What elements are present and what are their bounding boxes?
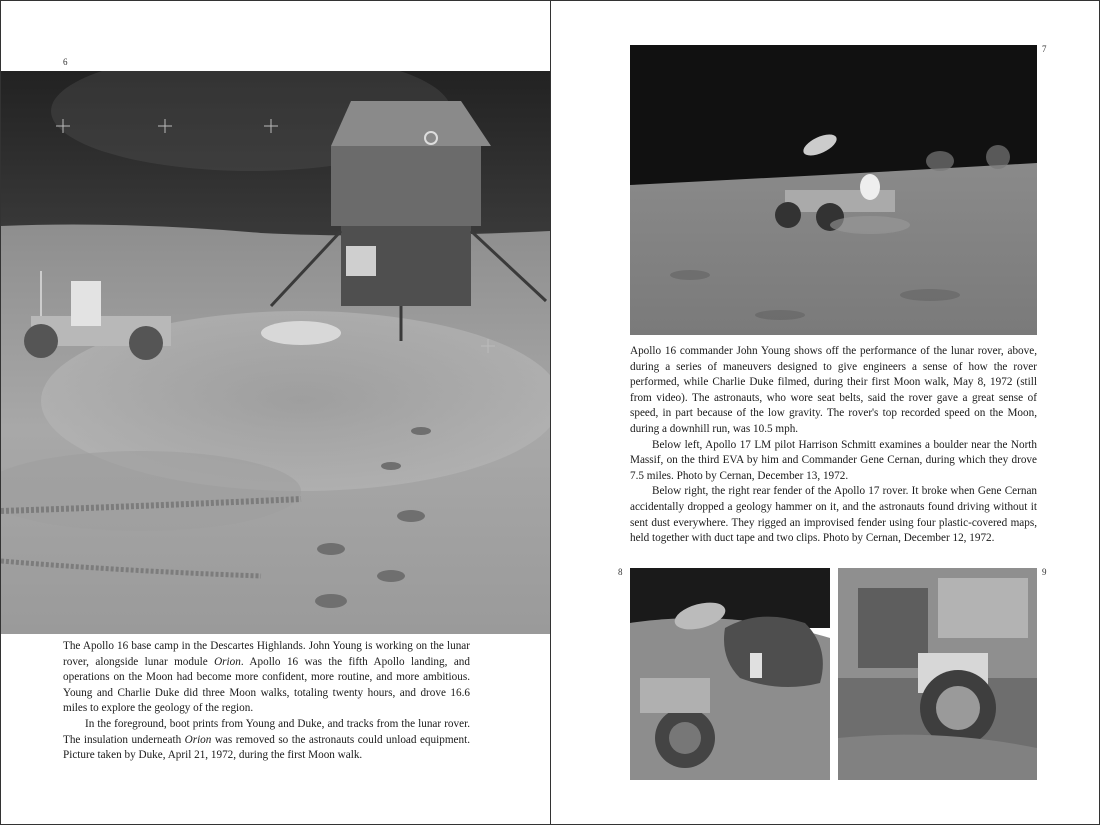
page-number-6: 6 — [63, 57, 68, 67]
photo-apollo16-base-camp — [1, 71, 550, 634]
caption-left-page — [63, 639, 470, 764]
caption-right-page — [630, 344, 1037, 547]
photo-schmitt-boulder — [630, 568, 830, 780]
caption-text: In the foreground, boot prints from Young and Duke, and tracks from the lunar rover. The insulation underneath — [63, 717, 470, 746]
caption-paragraph: Apollo 16 commander John Young shows off the performance of the lunar rover, above, during a series of maneuvers designed to give engineers a sense of how the rover performed, while Charlie Duke filmed, during their first Moon walk, May 8, 1972 (still from video). The astronauts, who wore seat belts, said the rover gave a great sense of speed, in part because of the low gravity. The rover's top recorded speed on the Moon, during a downhill run, was 10.5 mph. — [630, 345, 1037, 435]
caption-paragraph — [63, 717, 470, 764]
caption-text: was removed so the astronauts could unload equipment. Picture taken by Duke, April 21, 1972, during the first Moon walk. — [63, 733, 470, 762]
caption-text: . Apollo 16 was the fifth Apollo landing, and operations on the Moon had become more confident, more routine, and more ambitious. Young and Charlie Duke did three Moon walks, totaling twenty hours, and drove 16.6 miles to explore the geology of the region. — [63, 655, 470, 715]
caption-paragraph: Below right, the right rear fender of the Apollo 17 rover. It broke when Gene Cernan accidentally dropped a geology hammer on it, and the astronauts found driving without it sent dust everywhere. They rigged an improvised fender using four plastic-covered maps, held together with duct tape and two clips. Photo by Cernan, December 12, 1972. — [630, 485, 1037, 545]
page-number-7: 7 — [1042, 44, 1047, 54]
caption-paragraph — [63, 639, 470, 717]
caption-italic: Orion — [214, 655, 241, 668]
photo-lunar-rover-driving — [630, 45, 1037, 335]
caption-paragraph: Below left, Apollo 17 LM pilot Harrison Schmitt examines a boulder near the North Massif, on the third EVA by him and Commander Gene Cernan, during which they drove 7.5 miles. Photo by Cernan, December 13, 1972. — [630, 438, 1037, 482]
photo-rover-fender — [838, 568, 1037, 780]
caption-text: The Apollo 16 base camp in the Descartes Highlands. John Young is working on the lunar rover, alongside lunar module — [63, 640, 470, 668]
right-page — [550, 0, 1100, 825]
page-number-8: 8 — [618, 567, 623, 577]
page-number-9: 9 — [1042, 567, 1047, 577]
caption-italic: Orion — [184, 733, 212, 746]
